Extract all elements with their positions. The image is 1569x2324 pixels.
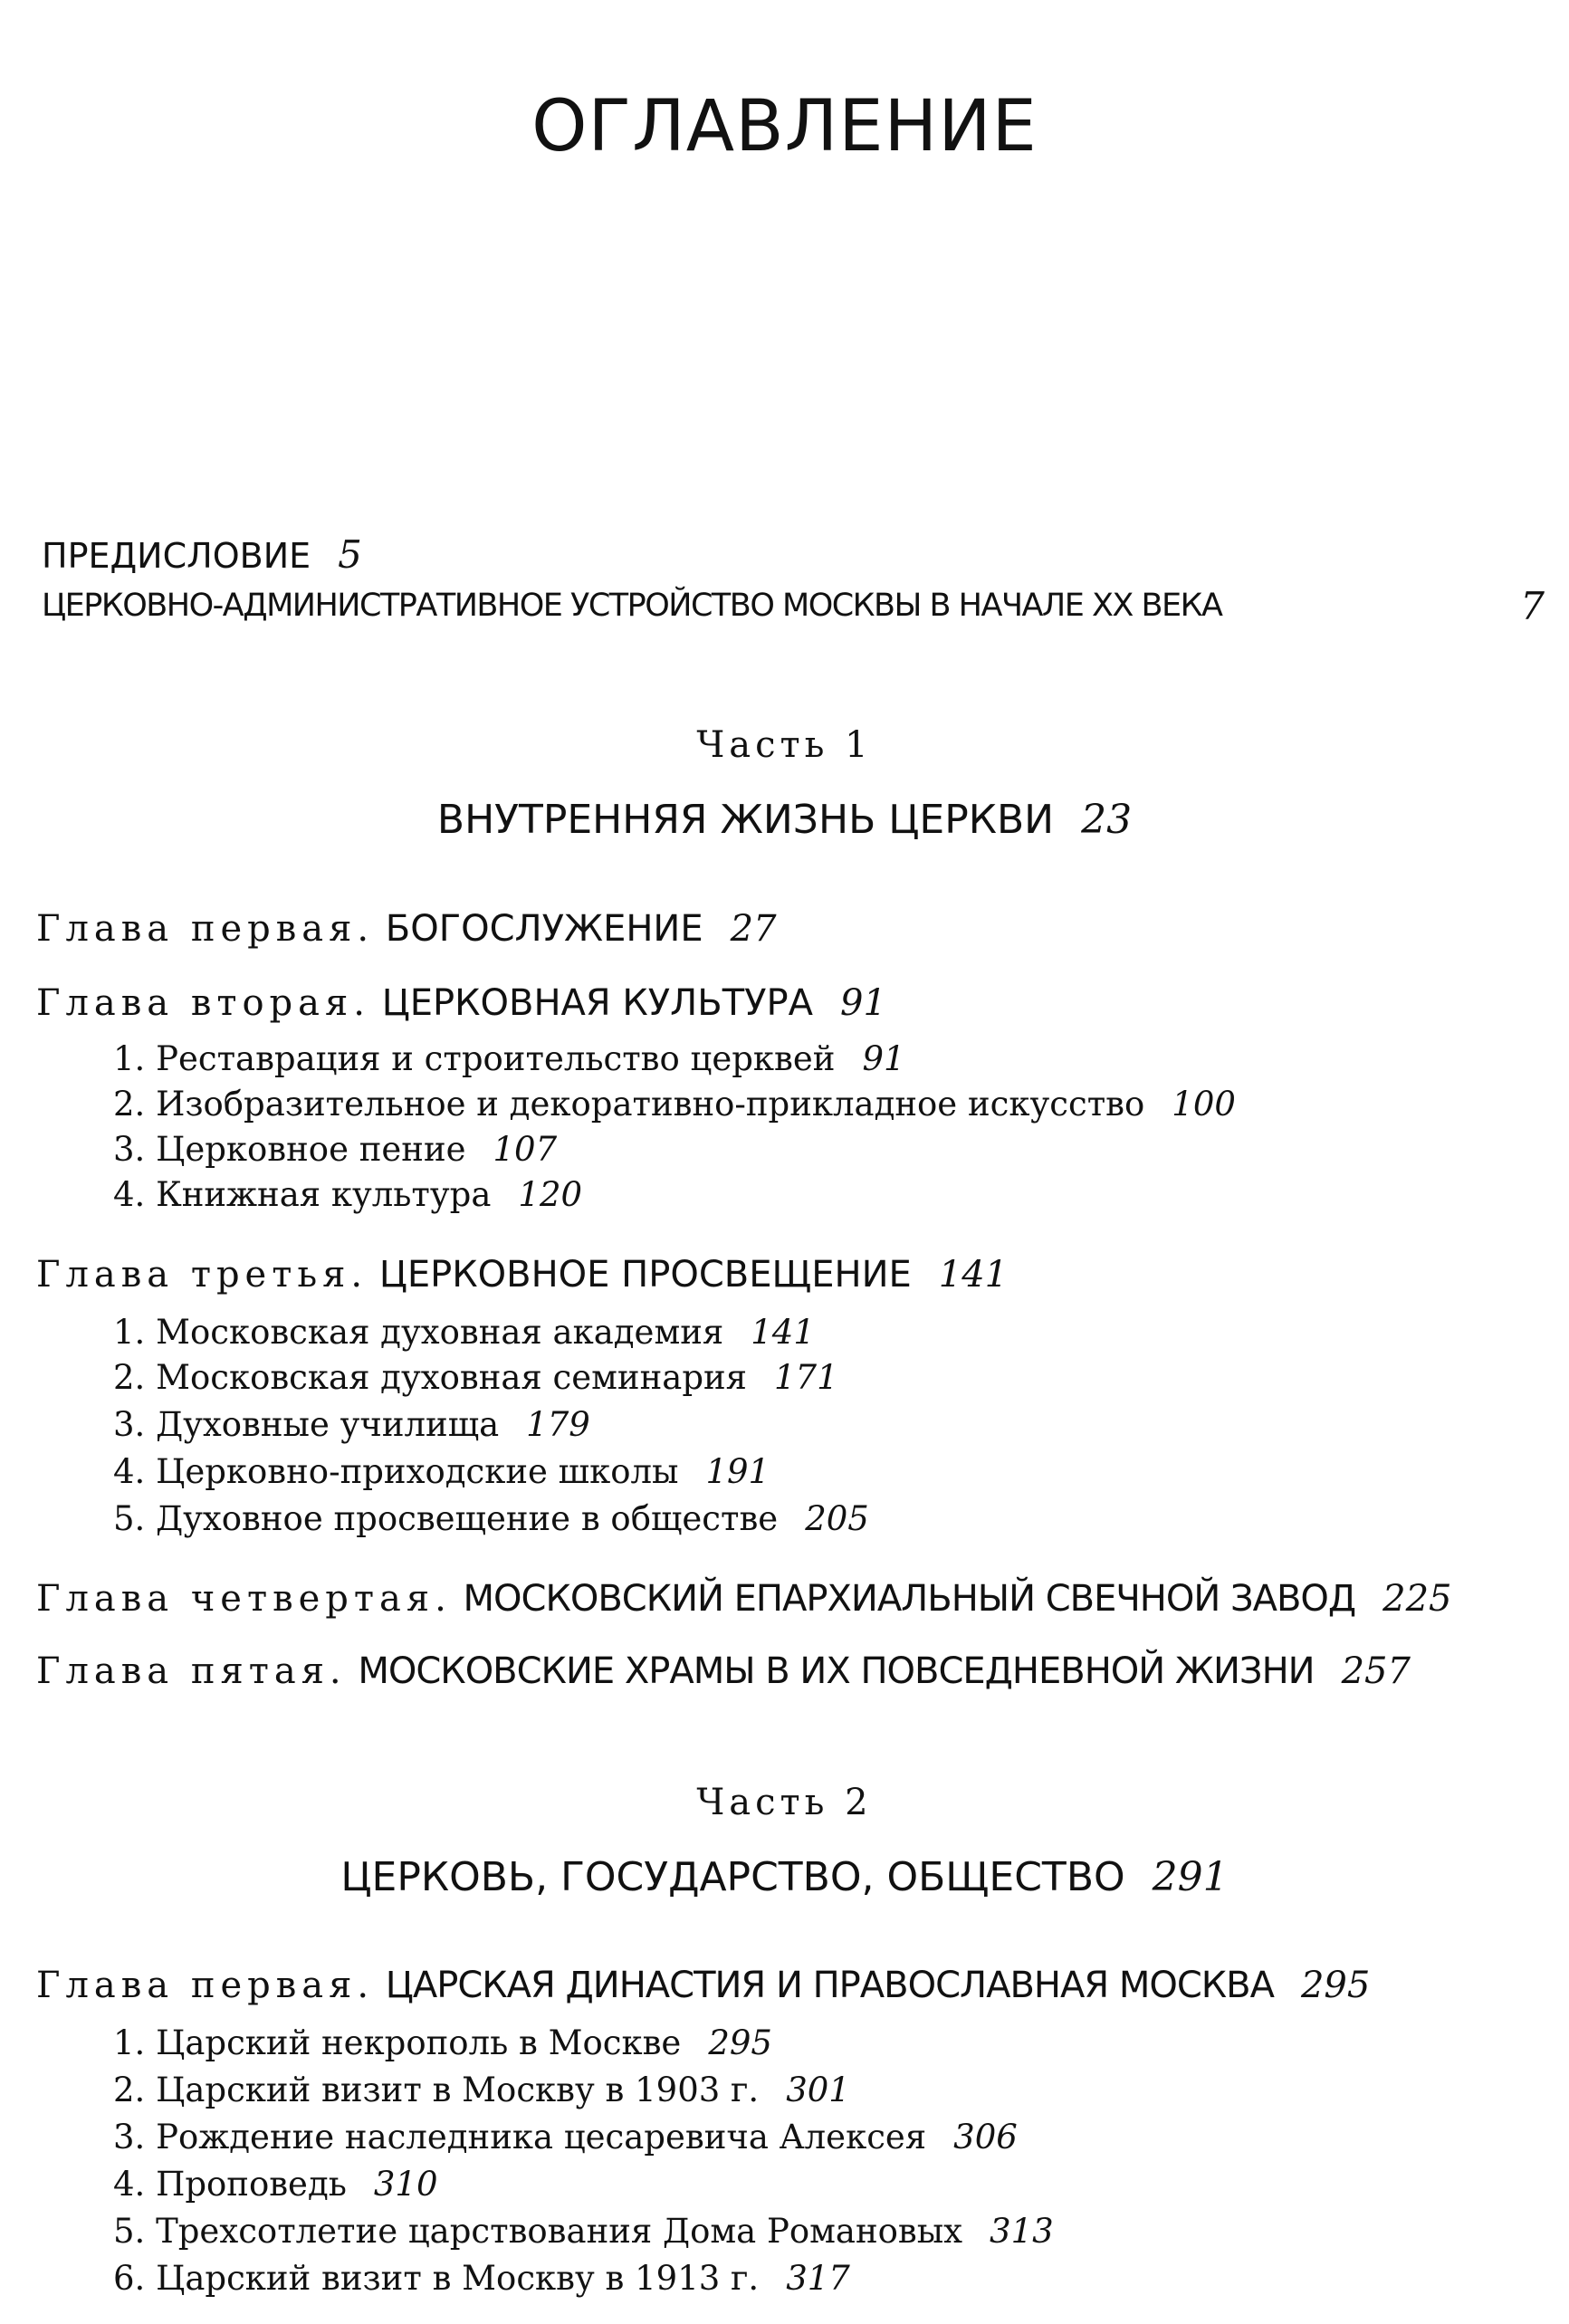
chapter-entry[interactable] — [36, 1578, 1452, 1620]
page-number: 120 — [518, 1175, 583, 1214]
section-title: 3. Церковное пение — [113, 1130, 466, 1169]
chapter-entry[interactable] — [36, 1650, 1411, 1692]
section-entry[interactable] — [113, 1358, 838, 1397]
chapter-label: Глава пятая. — [36, 1650, 347, 1692]
section-title: 5. Духовное просвещение в обществе — [113, 1499, 779, 1538]
section-entry[interactable] — [113, 1405, 590, 1444]
page-number: 306 — [953, 2118, 1018, 2157]
page-number: 100 — [1172, 1085, 1236, 1124]
section-title: 2. Московская духовная семинария — [113, 1358, 748, 1397]
page-number: 27 — [730, 908, 777, 950]
section-title: 4. Книжная культура — [113, 1175, 492, 1214]
toc-entry-preface[interactable] — [42, 532, 362, 577]
section-title: 1. Реставрация и строительство церквей — [113, 1039, 836, 1078]
section-entry[interactable] — [113, 2023, 772, 2062]
section-entry[interactable] — [113, 2071, 850, 2109]
section-title: 4. Церковно-приходские школы — [113, 1452, 679, 1491]
chapter-label: Глава вторая. — [36, 982, 370, 1024]
section-title: 3. Духовные училища — [113, 1405, 500, 1444]
page-number: 191 — [705, 1452, 770, 1491]
page-number: 5 — [338, 532, 362, 577]
page-number: 141 — [938, 1254, 1009, 1296]
chapter-title: ЦЕРКОВНАЯ КУЛЬТУРА — [381, 982, 813, 1024]
section-entry[interactable] — [113, 1175, 582, 1214]
page-number: 295 — [708, 2023, 772, 2062]
chapter-entry[interactable] — [36, 1254, 1008, 1296]
section-title: 2. Изобразительное и декоративно-прикладное искусство — [113, 1085, 1145, 1124]
page-number: 107 — [493, 1130, 558, 1169]
section-entry[interactable] — [113, 1085, 1236, 1124]
section-title: 3. Рождение наследника цесаревича Алексея — [113, 2118, 927, 2157]
chapter-entry[interactable] — [36, 982, 886, 1024]
section-title: 1. Московская духовная академия — [113, 1313, 724, 1352]
chapter-label: Глава первая. — [36, 908, 375, 950]
chapter-title: ЦАРСКАЯ ДИНАСТИЯ И ПРАВОСЛАВНАЯ МОСКВА — [385, 1965, 1274, 2006]
page-number: 23 — [1081, 797, 1133, 843]
page-number: 171 — [774, 1358, 838, 1397]
chapter-title: МОСКОВСКИЕ ХРАМЫ В ИХ ПОВСЕДНЕВНОЙ ЖИЗНИ — [358, 1650, 1315, 1692]
chapter-entry[interactable] — [36, 1965, 1370, 2006]
section-entry[interactable] — [113, 1499, 869, 1538]
chapter-label: Глава четвертая. — [36, 1578, 452, 1620]
section-entry[interactable] — [113, 1313, 815, 1352]
page-number: 257 — [1341, 1650, 1411, 1692]
section-title: 5. Трехсотлетие царствования Дома Романовых — [113, 2212, 963, 2251]
page-number: 313 — [990, 2212, 1054, 2251]
part-title[interactable] — [0, 797, 1569, 843]
part-title[interactable] — [0, 1854, 1569, 1900]
page-number: 310 — [373, 2165, 438, 2204]
section-entry[interactable] — [113, 2212, 1054, 2251]
section-entry[interactable] — [113, 2259, 850, 2298]
page-number: 205 — [805, 1499, 869, 1538]
section-title: 6. Царский визит в Москву в 1913 г. — [113, 2259, 760, 2298]
page-number: 91 — [862, 1039, 905, 1078]
section-entry[interactable] — [113, 1039, 905, 1078]
section-entry[interactable] — [113, 2165, 438, 2204]
page-number: 295 — [1300, 1965, 1371, 2006]
chapter-title: ЦЕРКОВНОЕ ПРОСВЕЩЕНИЕ — [378, 1254, 912, 1296]
part-label: Часть 1 — [696, 724, 873, 766]
page-title: ОГЛАВЛЕНИЕ — [531, 86, 1038, 167]
part-title-text: ЦЕРКОВЬ, ГОСУДАРСТВО, ОБЩЕСТВО — [340, 1854, 1125, 1900]
entry-title: ЦЕРКОВНО-АДМИНИСТРАТИВНОЕ УСТРОЙСТВО МОСКВЫ В НАЧАЛЕ XX ВЕКА — [42, 588, 1222, 624]
page-number: 301 — [786, 2071, 850, 2109]
chapter-title: БОГОСЛУЖЕНИЕ — [385, 908, 703, 950]
page-number: 179 — [526, 1405, 590, 1444]
chapter-label: Глава первая. — [36, 1965, 375, 2006]
page-number: 141 — [751, 1313, 815, 1352]
section-title: 4. Проповедь — [113, 2165, 347, 2204]
chapter-entry[interactable] — [36, 908, 777, 950]
section-entry[interactable] — [113, 2118, 1018, 2157]
chapter-title: МОСКОВСКИЙ ЕПАРХИАЛЬНЫЙ СВЕЧНОЙ ЗАВОД — [463, 1578, 1356, 1620]
section-entry[interactable] — [113, 1452, 770, 1491]
section-entry[interactable] — [113, 1130, 557, 1169]
entry-title: ПРЕДИСЛОВИЕ — [42, 536, 311, 576]
section-title: 1. Царский некрополь в Москве — [113, 2023, 682, 2062]
toc-entry-church-administration[interactable] — [42, 584, 1545, 628]
chapter-label: Глава третья. — [36, 1254, 368, 1296]
part-title-text: ВНУТРЕННЯЯ ЖИЗНЬ ЦЕРКВИ — [436, 797, 1055, 843]
page-number: 317 — [786, 2259, 850, 2298]
part-label: Часть 2 — [696, 1782, 873, 1823]
page-number: 91 — [840, 982, 886, 1024]
page-number: 7 — [1520, 584, 1545, 628]
page-number: 291 — [1152, 1854, 1229, 1900]
page-number: 225 — [1382, 1578, 1452, 1620]
section-title: 2. Царский визит в Москву в 1903 г. — [113, 2071, 760, 2109]
